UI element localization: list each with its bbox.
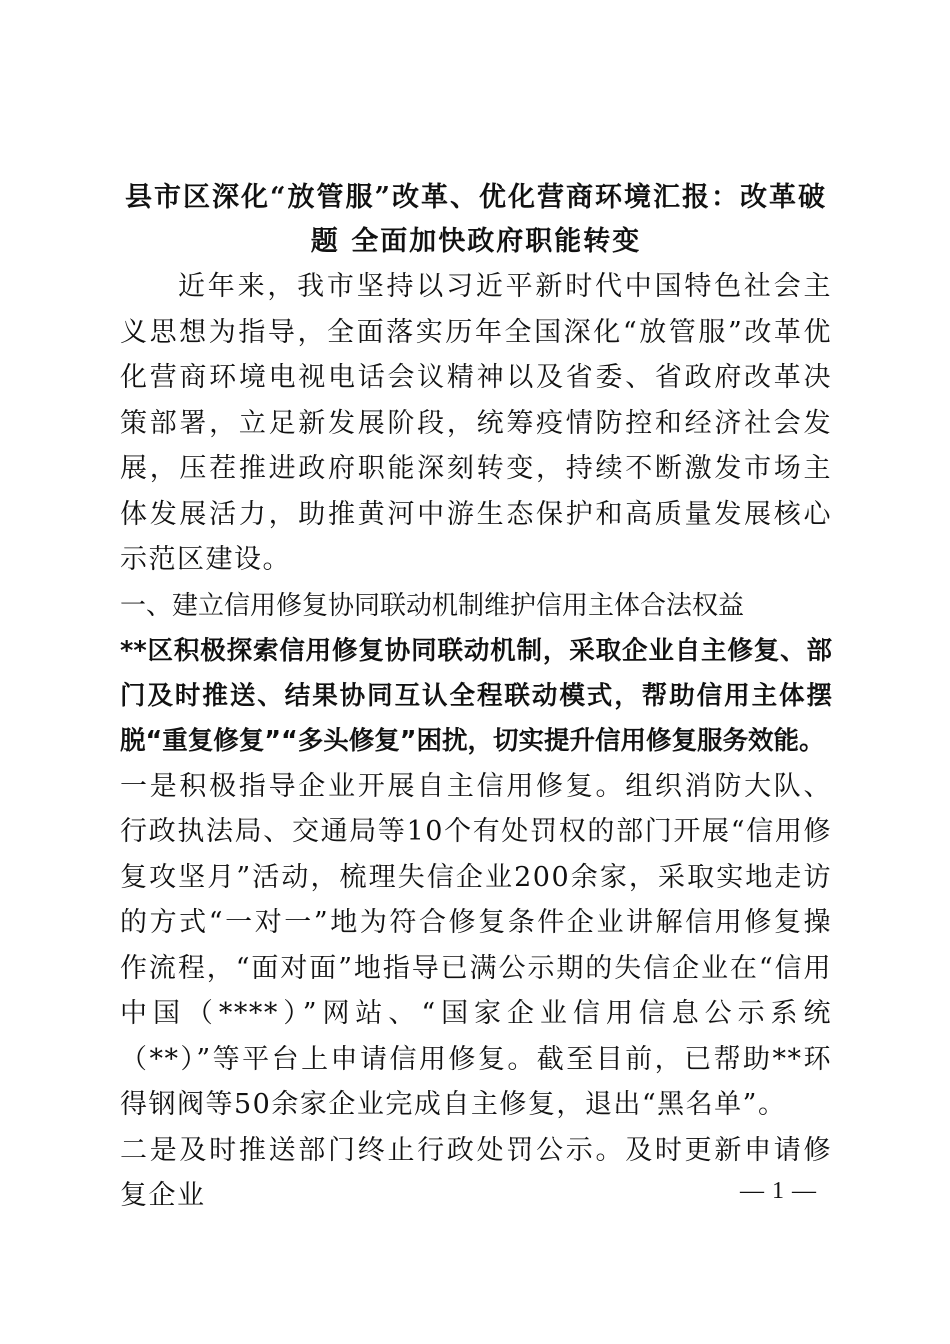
page-number: — 1 —: [740, 1178, 817, 1204]
document-page: [120, 176, 832, 1219]
section-heading-1: 一、建立信用修复协同联动机制维护信用主体合法权益: [120, 590, 745, 621]
section-summary-1: **区积极探索信用修复协同联动机制，采取企业自主修复、部门及时推送、结果协同互认全程联动模式，帮助信用主体摆脱“重复修复”“多头修复”困扰，切实提升信用修复服务效能。: [120, 635, 832, 756]
intro-paragraph: 近年来，我市坚持以习近平新时代中国特色社会主义思想为指导，全面落实历年全国深化“放管服”改革优化营商环境电视电话会议精神以及省委、省政府改革决策部署，立足新发展阶段，统筹疫情防控和经济社会发展，压茬推进政府职能深刻转变，持续不断激发市场主体发展活力，助推黄河中游生态保护和高质量发展核心示范区建设。: [120, 271, 832, 575]
point-paragraph-1: 一是积极指导企业开展自主信用修复。组织消防大队、行政执法局、交通局等10个有处罚权的部门开展“信用修复攻坚月”活动，梳理失信企业200余家，采取实地走访的方式“一对一”地为符合修复条件企业讲解信用修复操作流程，“面对面”地指导已满公示期的失信企业在“信用中国（****）”网站、“国家企业信用信息公示系统（**）”等平台上申请信用修复。截至目前，已帮助**环得钢阀等50余家企业完成自主修复，退出“黑名单”。: [120, 770, 832, 1120]
document-title: 县市区深化“放管服”改革、优化营商环境汇报：改革破题 全面加快政府职能转变: [124, 182, 828, 257]
point-paragraph-2: 二是及时推送部门终止行政处罚公示。及时更新申请修复企业: [120, 1134, 832, 1211]
